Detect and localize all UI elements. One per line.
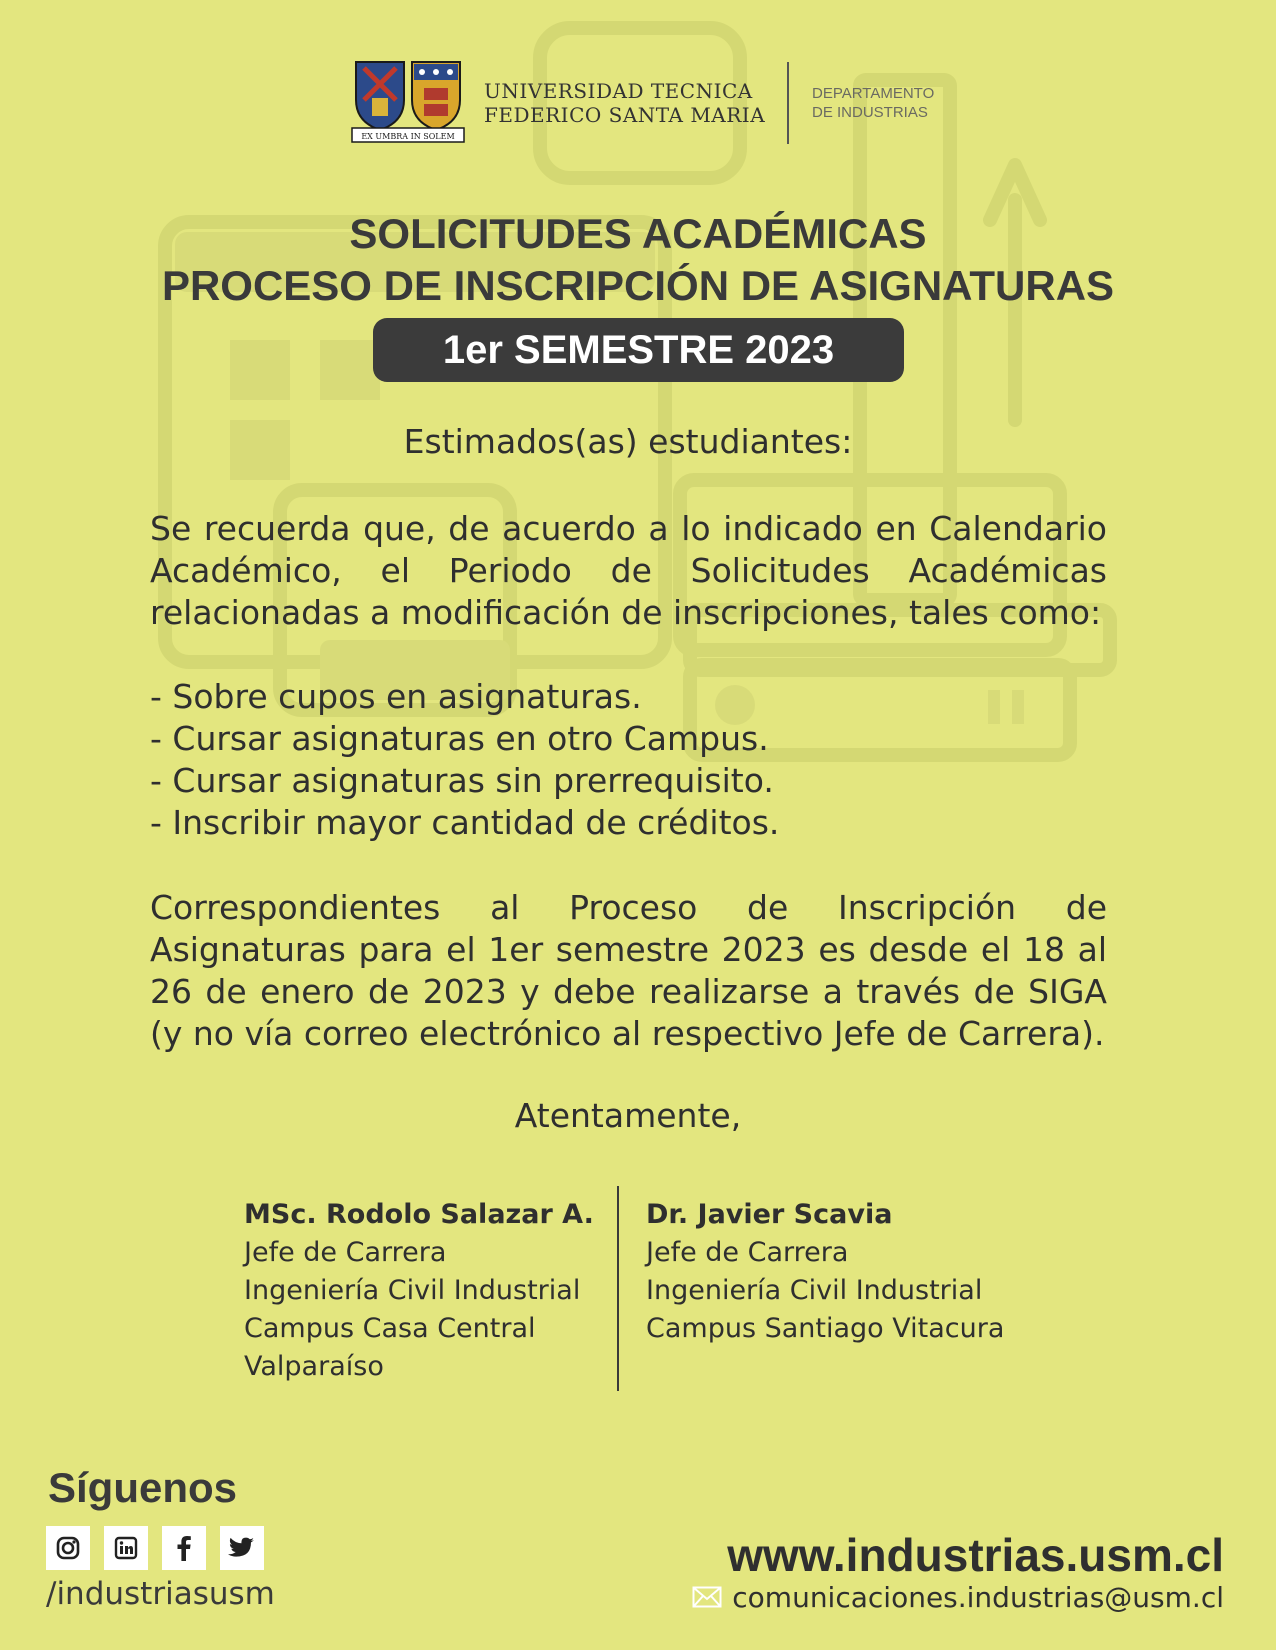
- paragraph-dates: Correspondientes al Proceso de Inscripción de Asignaturas para el 1er semestre 2023 es desde el 18 al 26 de enero de 2023 y debe realizarse a través de SIGA (y no vía correo electrónico al respectivo Jefe de Carrera).: [150, 888, 1107, 1053]
- university-crest-logo: [350, 60, 466, 146]
- university-name-line2: FEDERICO SANTA MARIA: [484, 103, 766, 127]
- title-line1: SOLICITUDES ACADÉMICAS: [349, 210, 927, 257]
- list-item: - Sobre cupos en asignaturas.: [150, 677, 642, 716]
- signature-divider: [617, 1186, 619, 1391]
- signer-campus: Campus Casa Central: [244, 1313, 536, 1344]
- signer-role: Jefe de Carrera: [646, 1237, 849, 1268]
- title-line2: PROCESO DE INSCRIPCIÓN DE ASIGNATURAS: [161, 262, 1115, 309]
- department-line2: DE INDUSTRIAS: [812, 104, 928, 121]
- signer-campus: Campus Santiago Vitacura: [646, 1313, 1005, 1344]
- email-row: [692, 1580, 1224, 1614]
- instagram-icon[interactable]: [46, 1526, 90, 1570]
- signer-name: MSc. Rodolo Salazar A.: [244, 1199, 594, 1230]
- signature-block-left: [244, 1196, 594, 1386]
- department-name: [812, 84, 934, 122]
- social-handle: /industriasusm: [46, 1576, 275, 1612]
- signature-block-right: [646, 1196, 1004, 1348]
- mail-icon: [692, 1586, 722, 1608]
- university-name-line1: UNIVERSIDAD TECNICA: [484, 79, 753, 103]
- signer-name: Dr. Javier Scavia: [646, 1199, 893, 1230]
- paragraph-intro: Se recuerda que, de acuerdo a lo indicado en Calendario Académico, el Periodo de Solicitudes Académicas relacionadas a modificación de inscripciones, tales como:: [150, 509, 1107, 632]
- website-link[interactable]: www.industrias.usm.cl: [727, 1529, 1224, 1581]
- follow-us-label: Síguenos: [48, 1464, 238, 1511]
- request-list: [150, 676, 1107, 844]
- linkedin-icon[interactable]: [104, 1526, 148, 1570]
- facebook-icon[interactable]: [162, 1526, 206, 1570]
- department-line1: DEPARTAMENTO: [812, 85, 935, 102]
- signer-program: Ingeniería Civil Industrial: [244, 1275, 581, 1306]
- signer-city: Valparaíso: [244, 1351, 384, 1382]
- university-name: [484, 79, 765, 127]
- closing: Atentamente,: [514, 1096, 742, 1135]
- header-divider: [787, 62, 789, 144]
- greeting: Estimados(as) estudiantes:: [403, 422, 853, 461]
- crest-motto: EX UMBRA IN SOLEM: [361, 132, 455, 141]
- signer-role: Jefe de Carrera: [244, 1237, 447, 1268]
- list-item: - Cursar asignaturas sin prerrequisito.: [150, 761, 774, 800]
- twitter-icon[interactable]: [220, 1526, 264, 1570]
- email-link[interactable]: comunicaciones.industrias@usm.cl: [732, 1580, 1224, 1614]
- list-item: - Cursar asignaturas en otro Campus.: [150, 719, 769, 758]
- semester-badge: 1er SEMESTRE 2023: [373, 318, 904, 382]
- signer-program: Ingeniería Civil Industrial: [646, 1275, 983, 1306]
- list-item: - Inscribir mayor cantidad de créditos.: [150, 803, 780, 842]
